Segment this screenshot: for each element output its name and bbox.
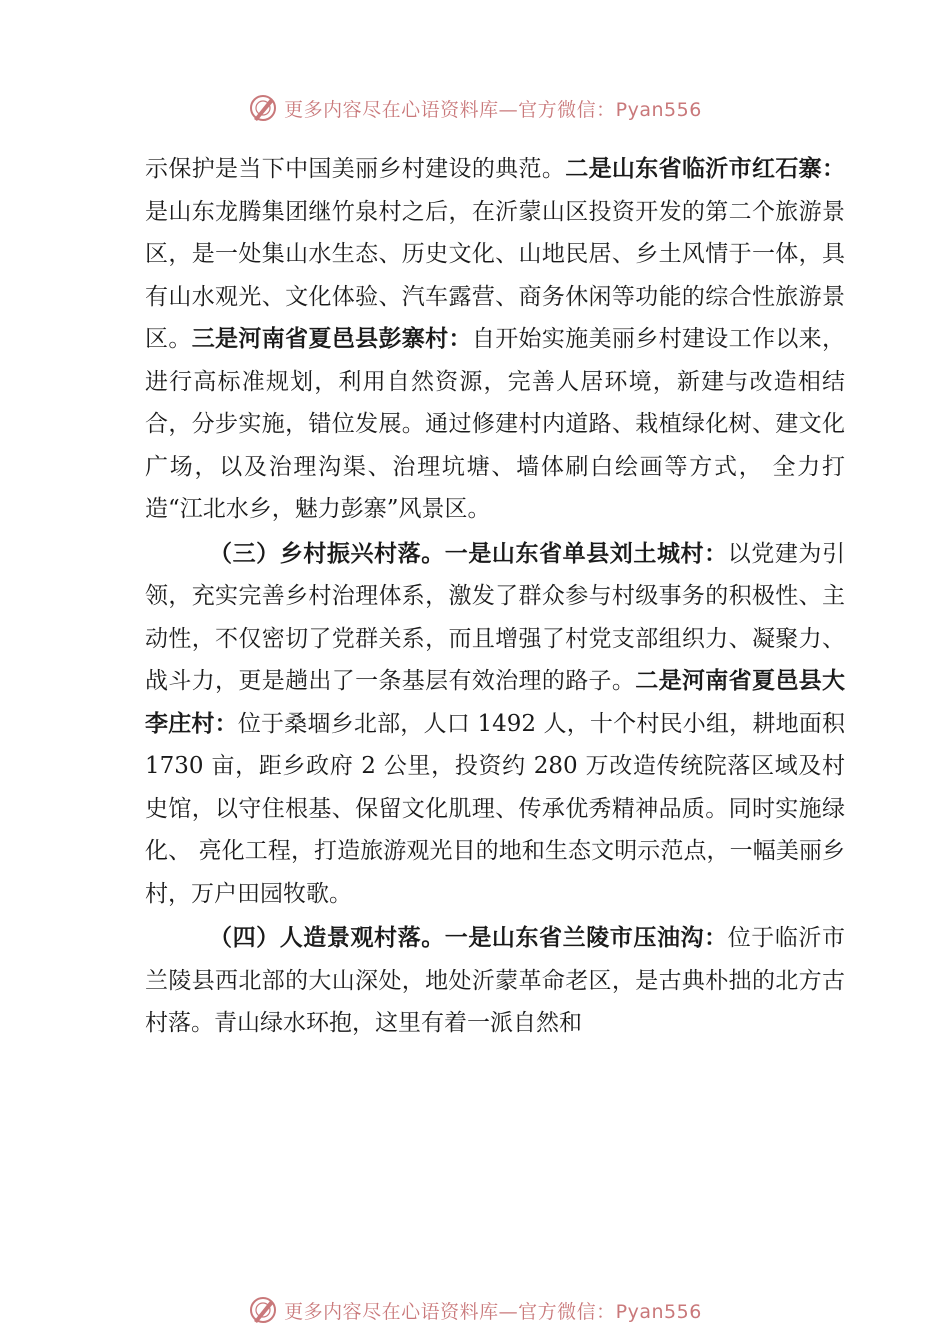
text-run: 位于临沂市兰陵县西北部的大山深处，地处沂蒙革命老区，是古典朴拙的北方古村落。青山绿水环抱，这里有着一派自然和 bbox=[145, 925, 846, 1036]
text-run: 示保护是当下中国美丽乡村建设的典范。 bbox=[145, 156, 566, 182]
paragraph bbox=[145, 917, 845, 1045]
bold-heading-run: 二是山东省临沂市红石寨： bbox=[565, 156, 846, 182]
watermark-text: 更多内容尽在心语资料库—官方微信：Pyan556 bbox=[284, 1300, 702, 1323]
document-body bbox=[145, 148, 845, 1045]
paragraph bbox=[145, 533, 845, 916]
bold-heading-run: 三是河南省夏邑县彭寨村： bbox=[191, 326, 472, 352]
footer-watermark bbox=[0, 1290, 950, 1330]
text-run: 是山东龙腾集团继竹泉村之后，在沂蒙山区投资开发的第二个旅游景区，是一处集山水生态、历史文化、山地民居、乡土风情于一体，具有山水观光、文化体验、汽车露营、商务休闲等功能的综合性旅游景区。 bbox=[145, 198, 845, 352]
bold-heading-run: （四）人造景观村落。一是山东省兰陵市压油沟： bbox=[209, 925, 728, 951]
bold-heading-run: 二是河南省夏邑县大李庄村： bbox=[145, 668, 846, 737]
header-watermark bbox=[0, 88, 950, 128]
text-run: 自开始实施美丽乡村建设工作以来，进行高标准规划，利用自然资源，完善人居环境，新建与改造相结合，分步实施，错位发展。通过修建村内道路、栽植绿化树、建文化广场，以及治理沟渠、治理坑塘、墙体刷白绘画等方式， 全力打造“江北水乡，魅力彭寨”风景区。 bbox=[145, 326, 846, 522]
paragraph bbox=[145, 148, 845, 531]
pen-seal-icon bbox=[248, 93, 278, 123]
pen-seal-icon bbox=[248, 1295, 278, 1325]
watermark-text: 更多内容尽在心语资料库—官方微信：Pyan556 bbox=[284, 98, 702, 121]
bold-heading-run: （三）乡村振兴村落。一是山东省单县刘土城村： bbox=[209, 540, 728, 567]
text-run: 位于桑堌乡北部，人口 1492 人，十个村民小组，耕地面积 1730 亩，距乡政府 2 公里，投资约 280 万改造传统院落区域及村史馆，以守住根基、保留文化肌理、传承优秀精神品质。同时实施绿化、 亮化工程，打造旅游观光目的地和生态文明示范点，一幅美丽乡村，万户田园牧歌。 bbox=[145, 710, 846, 907]
text-run: 以党建为引领，充实完善乡村治理体系，激发了群众参与村级事务的积极性、主动性，不仅密切了党群关系，而且增强了村党支部组织力、凝聚力、战斗力，更是趟出了一条基层有效治理的路子。 bbox=[145, 540, 846, 694]
